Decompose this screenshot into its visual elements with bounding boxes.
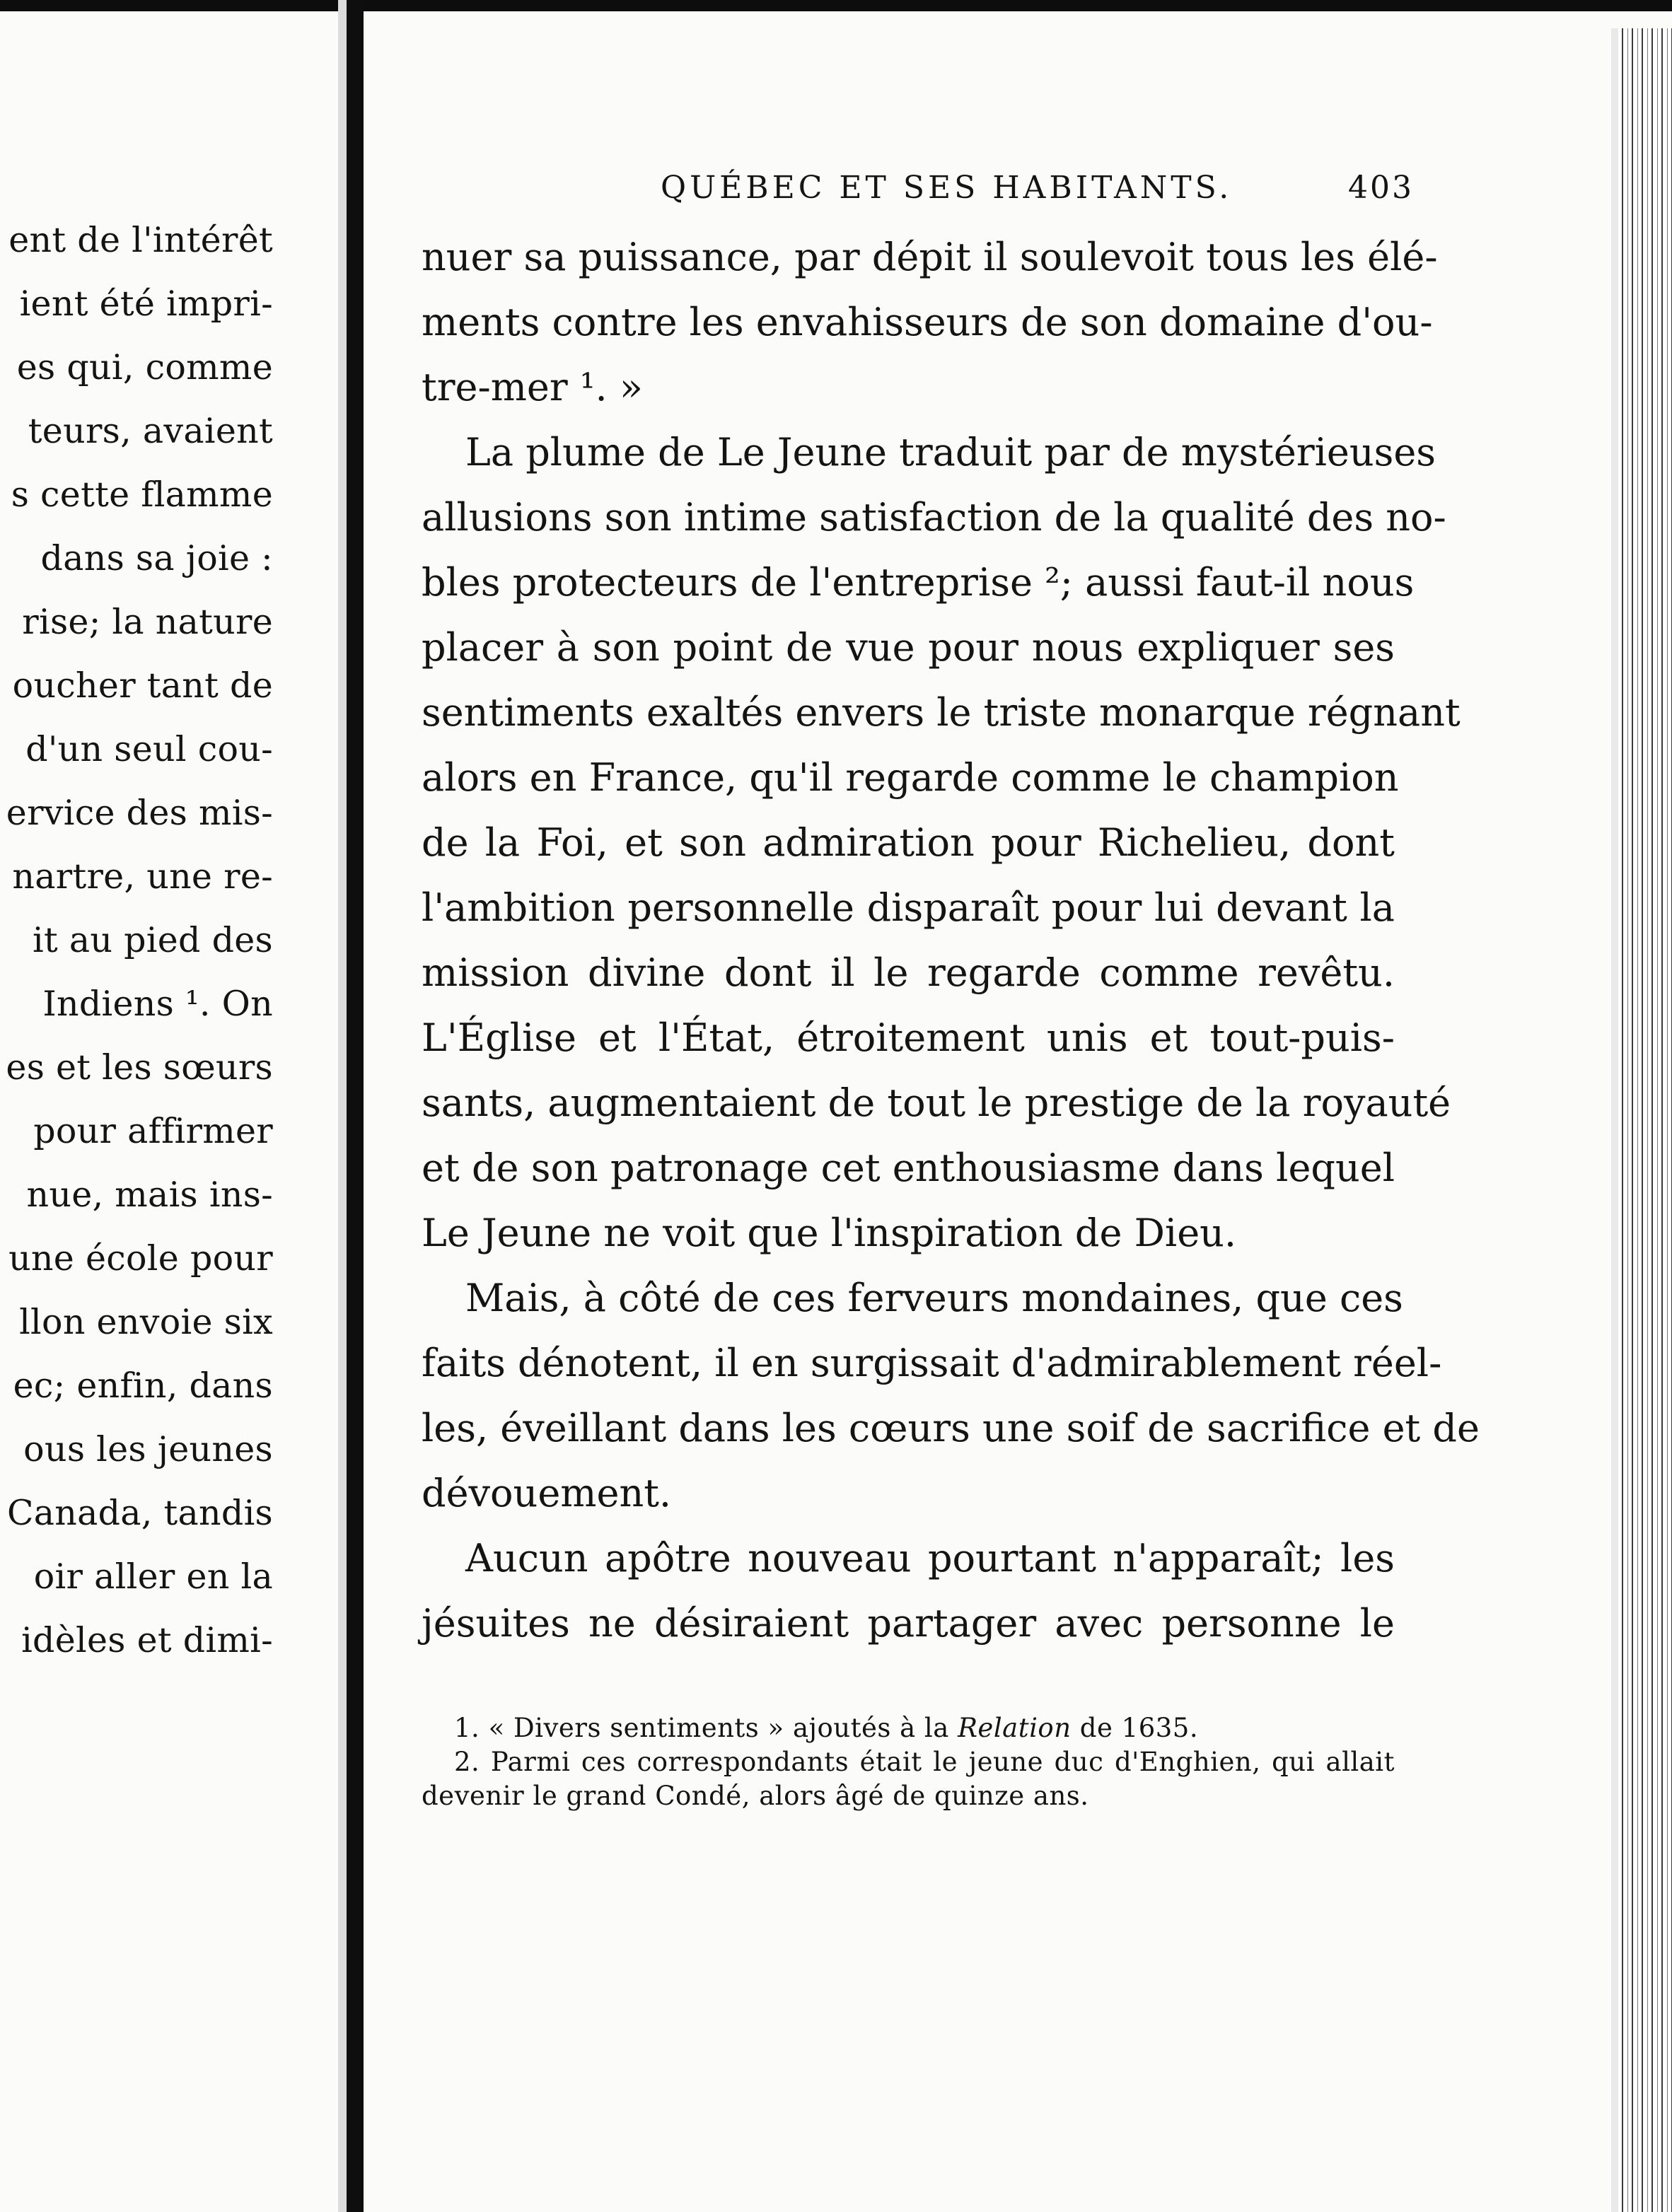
body-line: jésuites ne désiraient partager avec personne le xyxy=(422,1601,1395,1646)
left-page-line: es et les sœurs xyxy=(6,1047,273,1088)
footnote-text: 1. « Divers sentiments » ajoutés à la xyxy=(454,1713,958,1743)
footnotes xyxy=(422,1711,1395,1813)
left-page-line: nue, mais ins- xyxy=(26,1175,273,1215)
body-line: de la Foi, et son admiration pour Richelieu, dont xyxy=(422,820,1395,865)
body-line: Mais, à côté de ces ferveurs mondaines, que ces xyxy=(465,1276,1403,1320)
body-line: placer à son point de vue pour nous expliquer ses xyxy=(422,625,1395,670)
body-line: ments contre les envahisseurs de son domaine d'ou- xyxy=(422,300,1433,344)
page-number: 403 xyxy=(1348,170,1414,206)
body-line: L'Église et l'État, étroitement unis et tout-puis- xyxy=(422,1015,1395,1060)
left-page-line: Indiens ¹. On xyxy=(42,984,273,1024)
body-line: bles protecteurs de l'entreprise ²; aussi faut-il nous xyxy=(422,560,1415,605)
left-page-line: ervice des mis- xyxy=(6,793,273,833)
body-line: tre-mer ¹. » xyxy=(422,365,643,409)
body-line: Aucun apôtre nouveau pourtant n'apparaît; les xyxy=(465,1536,1395,1581)
page-stack-edge xyxy=(1618,28,1672,2212)
page-edge-shadow xyxy=(1611,28,1618,2212)
left-page-line: idèles et dimi- xyxy=(21,1620,273,1660)
body-line: alors en France, qu'il regarde comme le champion xyxy=(422,755,1399,800)
body-text xyxy=(422,225,1480,1656)
running-head xyxy=(364,167,1615,209)
left-page-line: oucher tant de xyxy=(12,665,273,706)
footnote-italic-title: Relation xyxy=(958,1713,1072,1743)
body-line: les, éveillant dans les cœurs une soif de sacrifice et de xyxy=(422,1406,1480,1450)
left-page-line: rise; la nature xyxy=(22,602,273,642)
footnote-2-continued: devenir le grand Condé, alors âgé de quinze ans. xyxy=(422,1781,1089,1811)
body-line: nuer sa puissance, par dépit il soulevoit tous les élé- xyxy=(422,235,1438,279)
body-line: sentiments exaltés envers le triste monarque régnant xyxy=(422,690,1461,735)
left-page-line: nartre, une re- xyxy=(12,856,273,897)
left-page-line: it au pied des xyxy=(33,920,273,960)
gutter-shadow xyxy=(338,0,347,2212)
left-page-line: dans sa joie : xyxy=(40,538,273,578)
footnote-2: 2. Parmi ces correspondants était le jeune duc d'Enghien, qui allait xyxy=(454,1747,1395,1777)
left-page-line: ient été impri- xyxy=(19,284,273,324)
left-page-line: Canada, tandis xyxy=(6,1493,273,1533)
left-page-line: oir aller en la xyxy=(33,1556,273,1597)
left-page-line: s cette flamme xyxy=(11,475,273,515)
left-page-line: ous les jeunes xyxy=(23,1429,273,1469)
right-page xyxy=(364,0,1615,2212)
body-line: allusions son intime satisfaction de la qualité des no- xyxy=(422,495,1446,540)
body-line: sants, augmentaient de tout le prestige de la royauté xyxy=(422,1081,1451,1125)
left-page-line: ent de l'intérêt xyxy=(8,220,273,260)
left-page-line: ec; enfin, dans xyxy=(13,1366,273,1406)
left-page-line: une école pour xyxy=(8,1238,273,1279)
left-page-line: teurs, avaient xyxy=(28,411,273,451)
left-facing-page xyxy=(0,0,338,2212)
left-page-line: es qui, comme xyxy=(16,347,273,388)
footnote-text: de 1635. xyxy=(1071,1713,1199,1743)
body-line: mission divine dont il le regarde comme revêtu. xyxy=(422,950,1395,995)
body-line: dévouement. xyxy=(422,1471,672,1515)
body-line: faits dénotent, il en surgissait d'admirablement réel- xyxy=(422,1341,1442,1385)
body-line: Le Jeune ne voit que l'inspiration de Dieu. xyxy=(422,1211,1237,1255)
left-page-line: d'un seul cou- xyxy=(25,729,273,769)
body-line: et de son patronage cet enthousiasme dans lequel xyxy=(422,1146,1395,1190)
body-line: l'ambition personnelle disparaît pour lui devant la xyxy=(422,885,1395,930)
running-head-title: QUÉBEC ET SES HABITANTS. xyxy=(661,170,1233,206)
body-line: La plume de Le Jeune traduit par de mystérieuses xyxy=(465,430,1436,475)
book-gutter xyxy=(347,0,364,2212)
footnote-1 xyxy=(422,1711,1395,1745)
left-page-line: pour affirmer xyxy=(33,1111,273,1151)
left-page-line: llon envoie six xyxy=(19,1302,273,1342)
